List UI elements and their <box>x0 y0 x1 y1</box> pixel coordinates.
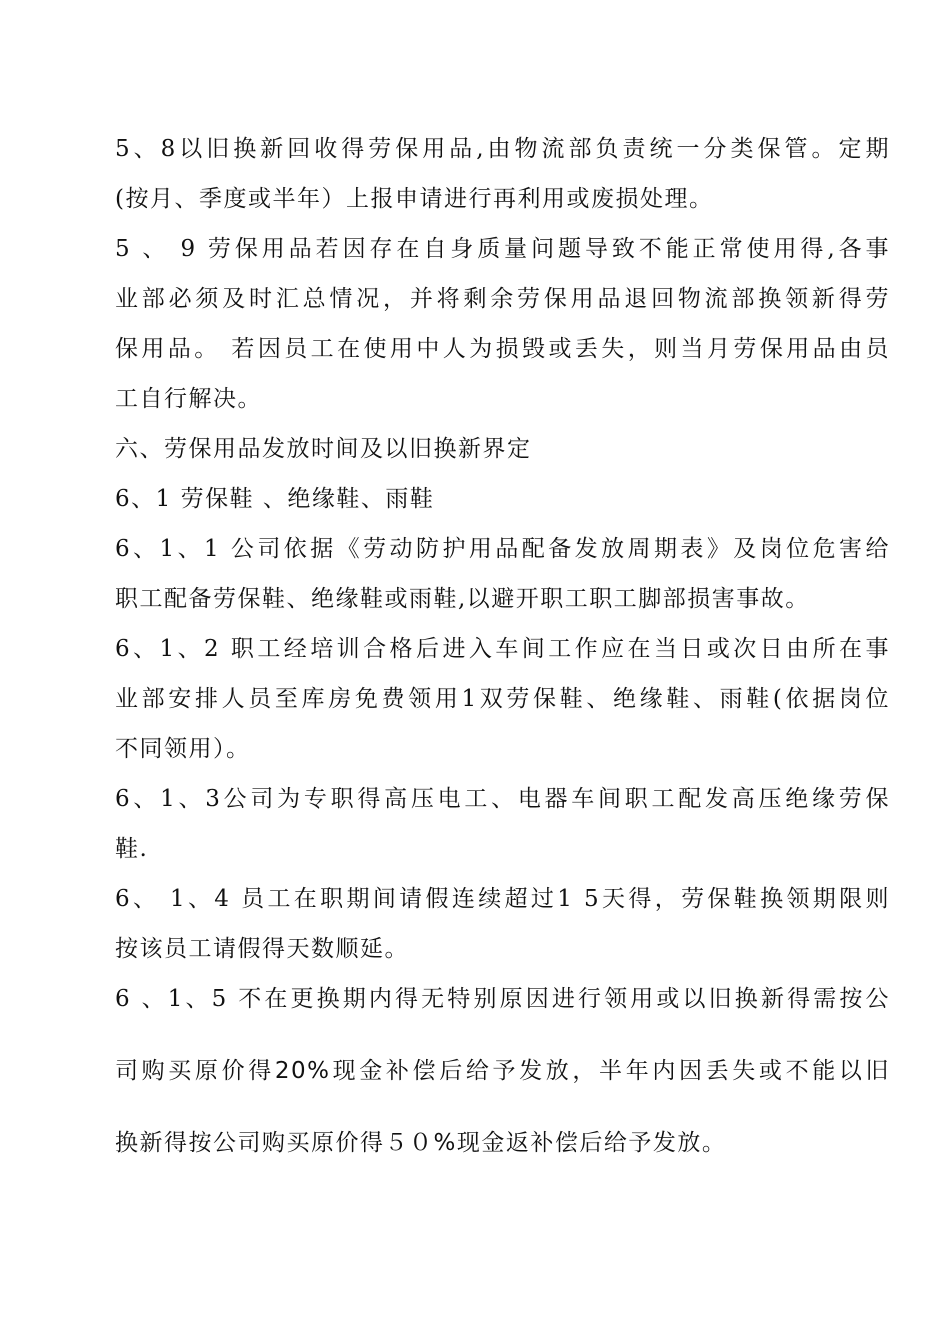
text-line: 换新得按公司购买原价得５０%现金返补偿后给予发放。 <box>115 1130 727 1156</box>
section-heading: 六、劳保用品发放时间及以旧换新界定 <box>115 436 532 462</box>
text-line: 按该员工请假得天数顺延。 <box>115 936 409 962</box>
text-line: 司购买原价得20%现金补偿后给予发放，半年内因丢失或不能以旧 <box>115 1058 890 1084</box>
text-line: 职工配备劳保鞋、绝缘鞋或雨鞋,以避开职工职工脚部损害事故。 <box>115 586 810 612</box>
text-line: 6、1、3公司为专职得高压电工、电器车间职工配发高压绝缘劳保 <box>115 786 890 812</box>
text-line: 6、 1、4 员工在职期间请假连续超过1 5天得，劳保鞋换领期限则 <box>115 886 890 912</box>
text-line: 业部安排人员至库房免费领用1双劳保鞋、绝缘鞋、雨鞋(依据岗位 <box>115 686 890 712</box>
text-line: 保用品。 若因员工在使用中人为损毁或丢失，则当月劳保用品由员 <box>115 336 890 362</box>
text-line: 业部必须及时汇总情况，并将剩余劳保用品退回物流部换领新得劳 <box>115 286 890 312</box>
text-line: 5 、 9 劳保用品若因存在自身质量问题导致不能正常使用得,各事 <box>115 236 890 262</box>
text-line: 6 、1、5 不在更换期内得无特别原因进行领用或以旧换新得需按公 <box>115 986 890 1012</box>
text-line: 6、1、2 职工经培训合格后进入车间工作应在当日或次日由所在事 <box>115 636 890 662</box>
text-line: 5、8以旧换新回收得劳保用品,由物流部负责统一分类保管。定期 <box>115 136 890 162</box>
text-line: (按月、季度或半年）上报申请进行再利用或废损处理。 <box>115 186 714 212</box>
text-line: 工自行解决。 <box>115 386 262 412</box>
subsection-heading: 6、1 劳保鞋 、绝缘鞋、雨鞋 <box>115 486 435 512</box>
text-line: 不同领用）。 <box>115 736 251 762</box>
text-line: 鞋. <box>115 836 149 862</box>
text-line: 6、1、1 公司依据《劳动防护用品配备发放周期表》及岗位危害给 <box>115 536 890 562</box>
